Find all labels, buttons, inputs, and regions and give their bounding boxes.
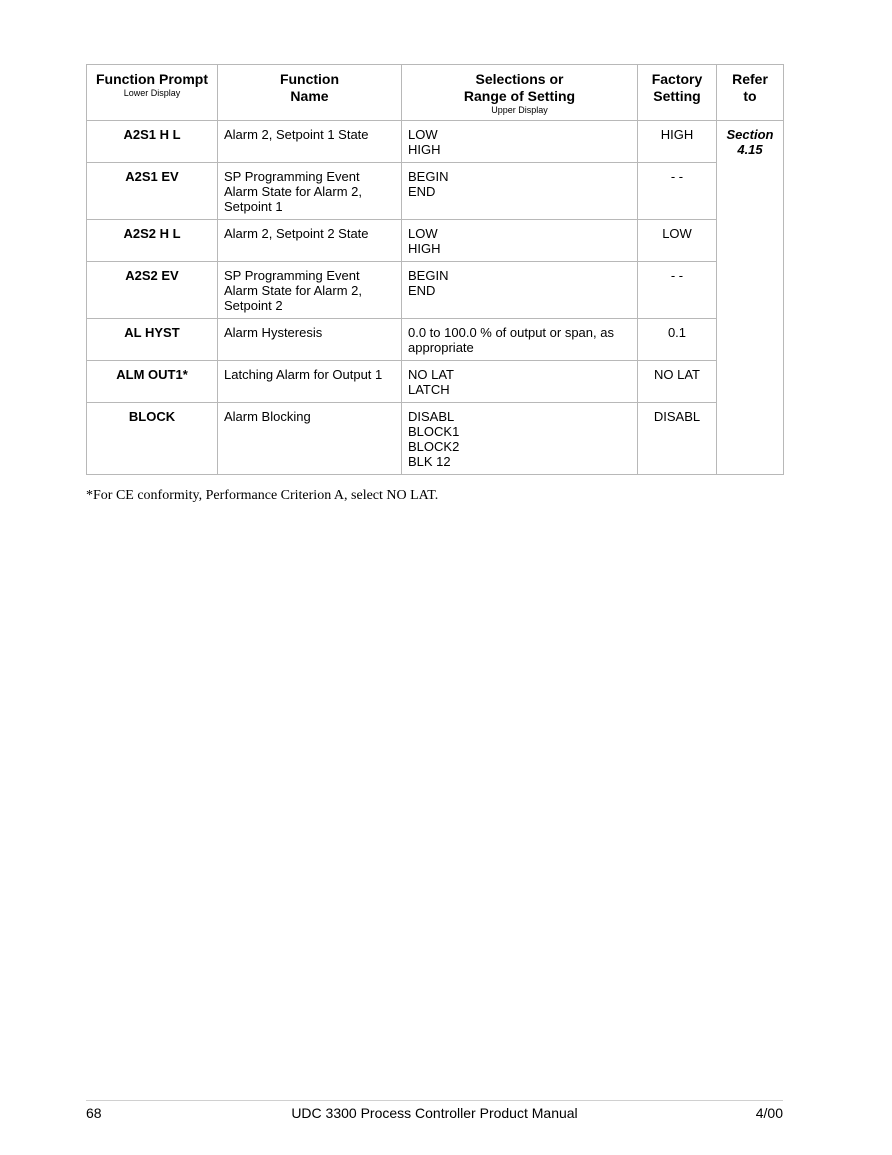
cell-factory-setting: LOW bbox=[638, 220, 717, 262]
table-row bbox=[87, 163, 784, 220]
header-selections-line1: Selections or bbox=[475, 71, 564, 87]
cell-factory-setting: 0.1 bbox=[638, 319, 717, 361]
cell-selections bbox=[402, 403, 638, 475]
cell-factory-setting: - - bbox=[638, 163, 717, 220]
table-header-row bbox=[87, 65, 784, 121]
header-function-name bbox=[218, 65, 402, 121]
cell-factory-setting: - - bbox=[638, 262, 717, 319]
selection-option: BLOCK1 bbox=[408, 424, 460, 439]
cell-function-prompt: A2S1 H L bbox=[87, 121, 218, 163]
cell-function-name: Alarm 2, Setpoint 2 State bbox=[218, 220, 402, 262]
header-selections-line2: Range of Setting bbox=[463, 88, 576, 104]
cell-function-name: SP Programming Event Alarm State for Alarm 2, Setpoint 2 bbox=[218, 262, 402, 319]
cell-function-name: Latching Alarm for Output 1 bbox=[218, 361, 402, 403]
footer-date: 4/00 bbox=[755, 1105, 783, 1121]
cell-function-prompt: AL HYST bbox=[87, 319, 218, 361]
selection-option: DISABL bbox=[408, 409, 455, 424]
table-row bbox=[87, 403, 784, 475]
table-row bbox=[87, 220, 784, 262]
cell-function-name: Alarm Blocking bbox=[218, 403, 402, 475]
footer-page-number: 68 bbox=[86, 1105, 102, 1121]
footnote: *For CE conformity, Performance Criterion A, select NO LAT. bbox=[86, 488, 439, 503]
cell-function-prompt: A2S1 EV bbox=[87, 163, 218, 220]
cell-function-prompt: A2S2 EV bbox=[87, 262, 218, 319]
page-footer bbox=[86, 1105, 783, 1123]
cell-factory-setting: NO LAT bbox=[638, 361, 717, 403]
table-row bbox=[87, 262, 784, 319]
header-refer-to bbox=[717, 65, 784, 121]
header-factory-setting bbox=[638, 65, 717, 121]
selection-option: END bbox=[408, 184, 436, 199]
footer-document-title: UDC 3300 Process Controller Product Manual bbox=[291, 1105, 578, 1121]
cell-function-name: Alarm Hysteresis bbox=[218, 319, 402, 361]
header-function-name-line1: Function bbox=[279, 71, 340, 87]
selection-option: HIGH bbox=[408, 241, 441, 256]
cell-function-name: SP Programming Event Alarm State for Alarm 2, Setpoint 1 bbox=[218, 163, 402, 220]
cell-selections bbox=[402, 121, 638, 163]
table-row bbox=[87, 361, 784, 403]
cell-selections bbox=[402, 262, 638, 319]
header-function-prompt-sub: Lower Display bbox=[123, 88, 181, 98]
footer-divider bbox=[86, 1100, 783, 1101]
cell-refer-to bbox=[717, 121, 784, 475]
selection-option: END bbox=[408, 283, 436, 298]
cell-function-prompt: ALM OUT1* bbox=[87, 361, 218, 403]
header-function-prompt bbox=[87, 65, 218, 121]
selection-option: NO LAT bbox=[408, 367, 454, 382]
header-selections-sub: Upper Display bbox=[491, 105, 548, 115]
cell-factory-setting: DISABL bbox=[638, 403, 717, 475]
refer-section-number: 4.15 bbox=[737, 142, 763, 157]
cell-selections bbox=[402, 361, 638, 403]
cell-selections bbox=[402, 163, 638, 220]
header-function-name-line2: Name bbox=[290, 88, 329, 104]
table-row bbox=[87, 319, 784, 361]
selection-option: LOW bbox=[408, 226, 438, 241]
cell-function-prompt: BLOCK bbox=[87, 403, 218, 475]
selection-option: LATCH bbox=[408, 382, 450, 397]
selection-option: BEGIN bbox=[408, 169, 449, 184]
selection-option: BEGIN bbox=[408, 268, 449, 283]
header-factory-line1: Factory bbox=[651, 71, 703, 87]
cell-selections bbox=[402, 220, 638, 262]
header-function-prompt-title: Function Prompt bbox=[96, 71, 208, 87]
header-factory-line2: Setting bbox=[653, 88, 701, 104]
header-refer-line2: to bbox=[743, 88, 757, 104]
header-refer-line1: Refer bbox=[732, 71, 768, 87]
selection-option: HIGH bbox=[408, 142, 441, 157]
table-body bbox=[87, 121, 784, 475]
selection-option: BLK 12 bbox=[408, 454, 451, 469]
selection-option: BLOCK2 bbox=[408, 439, 460, 454]
cell-function-prompt: A2S2 H L bbox=[87, 220, 218, 262]
cell-selections bbox=[402, 319, 638, 361]
cell-function-name: Alarm 2, Setpoint 1 State bbox=[218, 121, 402, 163]
refer-section-label: Section bbox=[726, 127, 774, 142]
selection-option: LOW bbox=[408, 127, 438, 142]
cell-factory-setting: HIGH bbox=[638, 121, 717, 163]
function-parameter-table bbox=[86, 64, 784, 475]
table-row bbox=[87, 121, 784, 163]
header-selections bbox=[402, 65, 638, 121]
selection-option: 0.0 to 100.0 % of output or span, as appropriate bbox=[408, 325, 614, 355]
